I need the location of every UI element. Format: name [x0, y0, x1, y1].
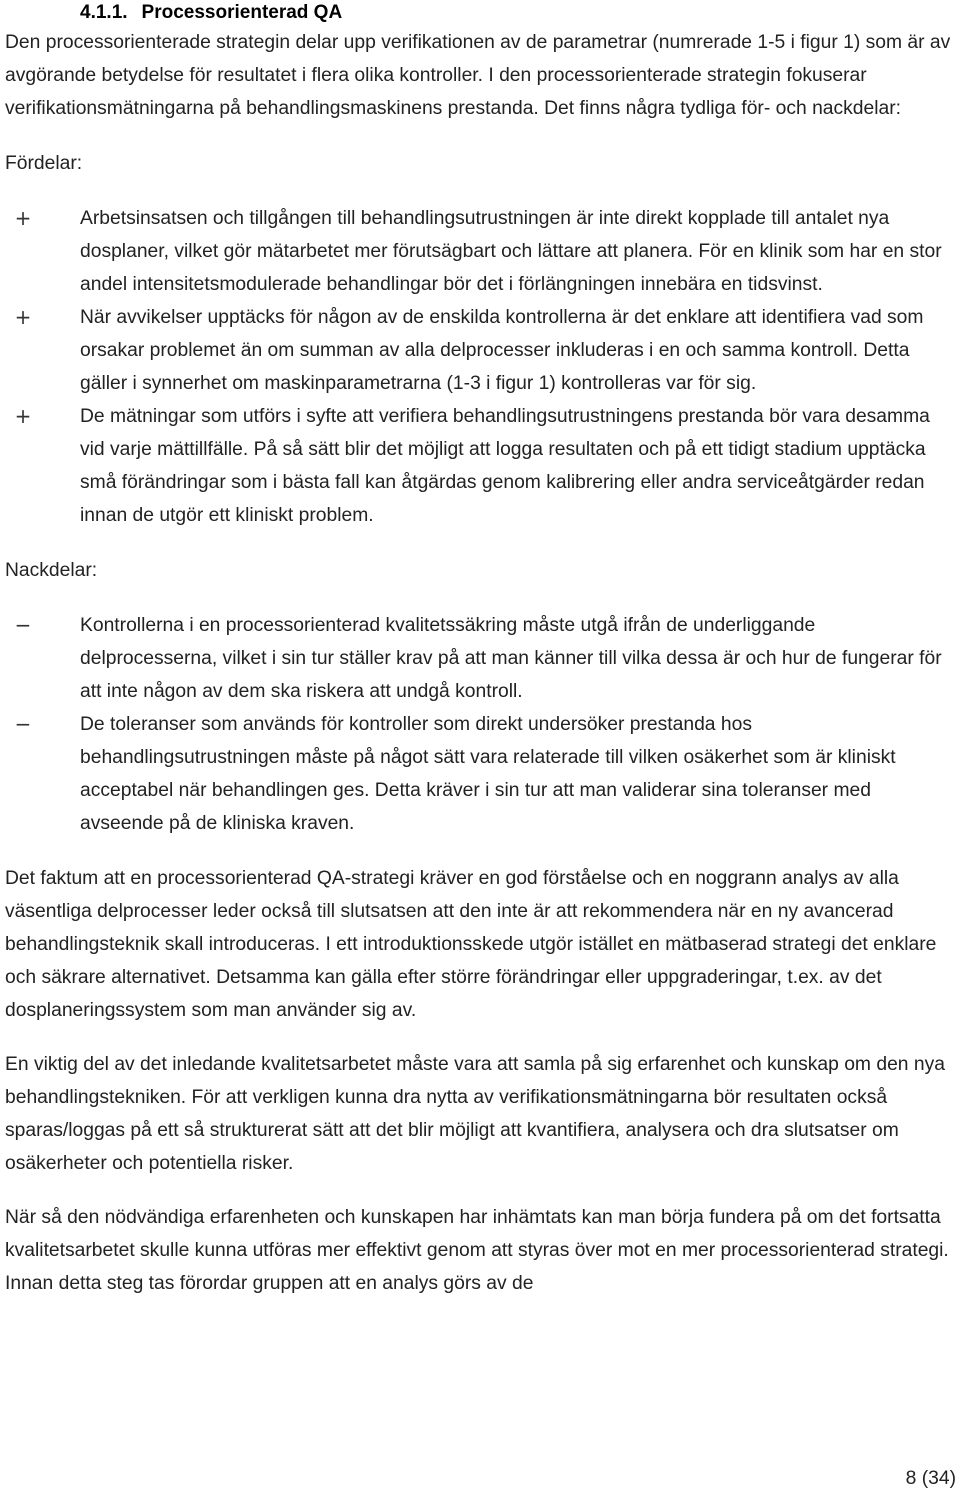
- cons-list-item: [5, 708, 957, 840]
- list-item-text: Arbetsinsatsen och tillgången till behandlingsutrustningen är inte direkt kopplade till antalet nya dosplaner, vilket gör mätarbetet mer förutsägbart och lättare att planera. För en klinik som har en stor andel intensitetsmodulerade behandlingar bör det i förlängningen innebära en tidsvinst.: [80, 208, 942, 295]
- minus-icon: −: [14, 712, 32, 736]
- pros-list-item: [5, 202, 957, 301]
- minus-icon: −: [14, 613, 32, 637]
- body-paragraph: När så den nödvändiga erfarenheten och kunskapen har inhämtats kan man börja fundera på om det fortsatta kvalitetsarbetet skulle kunna utföras mer effektivt genom att styras över mot en mer processorienterad strategi. Innan detta steg tas förordar gruppen att en analys görs av de: [5, 1207, 949, 1294]
- body-paragraph: Det faktum att en processorienterad QA-strategi kräver en god förståelse och en noggrann analys av alla väsentliga delprocesser leder också till slutsatsen att den inte är att rekommendera när en ny avancerad behandlingsteknik skall introduceras. I ett introduktionsskede utgör istället en mätbaserad strategi det enklare och säkrare alternativet. Detsamma kan gälla efter större förändringar eller uppgraderingar, t.ex. av det dosplaneringssystem som man använder sig av.: [5, 868, 937, 1021]
- list-item-text: Kontrollerna i en processorienterad kvalitetssäkring måste utgå ifrån de underliggande delprocesserna, vilket i sin tur ställer krav på att man känner till vilka dessa är och hur de fungerar för att inte någon av dem ska riskera att undgå kontroll.: [80, 615, 942, 702]
- section-heading: [5, 0, 957, 26]
- pros-list-item: [5, 400, 957, 532]
- cons-label: Nackdelar:: [5, 560, 98, 581]
- page-number: 8 (34): [905, 1468, 956, 1489]
- section-title: Processorienterad QA: [141, 2, 343, 23]
- plus-icon: +: [14, 206, 32, 230]
- pros-list: [5, 202, 957, 532]
- list-item-text: När avvikelser upptäcks för någon av de enskilda kontrollerna är det enklare att identifiera vad som orsakar problemet än om summan av alla delprocesser inkluderas i en och samma kontroll. Detta gäller i synnerhet om maskinparametrarna (1-3 i figur 1) kontrolleras var för sig.: [80, 307, 924, 394]
- plus-icon: +: [14, 404, 32, 428]
- list-item-text: De mätningar som utförs i syfte att verifiera behandlingsutrustningens prestanda bör vara desamma vid varje mättillfälle. På så sätt blir det möjligt att logga resultaten och på ett tidigt stadium upptäcka små förändringar som i bästa fall kan åtgärdas genom kalibrering eller andra serviceåtgärder redan innan de utgör ett kliniskt problem.: [80, 406, 930, 526]
- body-paragraph: En viktig del av det inledande kvalitetsarbetet måste vara att samla på sig erfarenhet och kunskap om den nya behandlingstekniken. För att verkligen kunna dra nytta av verifikationsmätningarna bör resultaten också sparas/loggas på ett så strukturerat sätt att det blir möjligt att kvantifiera, analysera och dra slutsatser om osäkerheter och potentiella risker.: [5, 1054, 945, 1174]
- cons-list-item: [5, 609, 957, 708]
- plus-icon: +: [14, 305, 32, 329]
- section-number: 4.1.1.: [80, 2, 128, 23]
- pros-list-item: [5, 301, 957, 400]
- list-item-text: De toleranser som används för kontroller som direkt undersöker prestanda hos behandlingsutrustningen måste på något sätt vara relaterade till vilken osäkerhet som är kliniskt acceptabel när behandlingen ges. Detta kräver i sin tur att man validerar sina toleranser med avseende på de kliniska kraven.: [80, 714, 896, 834]
- intro-paragraph: Den processorienterade strategin delar upp verifikationen av de parametrar (numrerade 1-5 i figur 1) som är av avgörande betydelse för resultatet i flera olika kontroller. I den processorienterade strategin fokuserar verifikationsmätningarna på behandlingsmaskinens prestanda. Det finns några tydliga för- och nackdelar:: [5, 32, 951, 119]
- document-page: [5, 0, 957, 1300]
- cons-list: [5, 609, 957, 840]
- pros-label: Fördelar:: [5, 153, 83, 174]
